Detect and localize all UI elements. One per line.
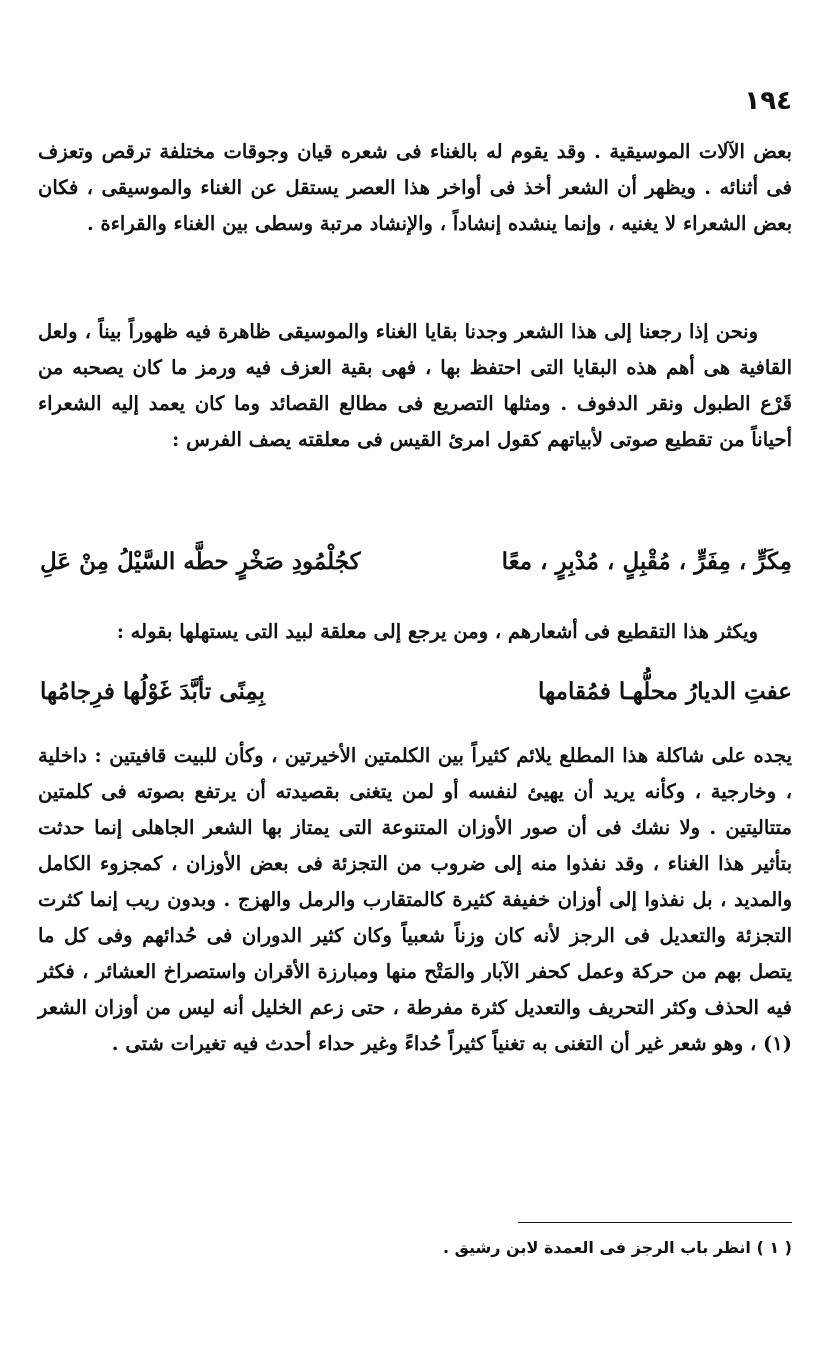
paragraph-4: يجده على شاكلة هذا المطلع يلائم كثيراً بين الكلمتين الأخيرتين ، وكأن للبيت قافيتين : داخلية ، وخارجية ، وكأنه يريد أن يهيئ لنفسه أو لمن يتغنى بقصيدته أن يرتفع بصوته فى كلمتين متتاليتين . ولا نشك فى أن صور الأوزان المتنوعة التى يمتاز بها الشعر الجاهلى إنما حدثت بتأثير هذا الغناء ، وقد نفذوا منه إلى ضروب من التجزئة فى بعض الأوزان ، كمجزوء الكامل والمديد ، بل نفذوا إلى أوزان خفيفة كثيرة كالمتقارب والرمل والهزج . وبدون ريب إنما كثرت التجزئة والتعديل فى الرجز لأنه كان وزناً شعبياً وكان كثير الدوران فى حُدائهم وفى كل ما يتصل بهم من حركة وعمل كحفر الآبار والمَتْح منها ومبارزة الأقران واستصراخ العشائر ، فكثر فيه الحذف وكثر التحريف والتعديل كثرة مفرطة ، حتى زعم الخليل أنه ليس من أوزان الشعر (١) ، وهو شعر غير أن التغنى به تغنياً كثيراً حُداءً وغير حداء أحدث فيه تغيرات شتى . (38, 744, 792, 1055)
footnote-divider (518, 1222, 792, 1223)
paragraph-1: بعض الآلات الموسيقية . وقد يقوم له بالغناء فى شعره قيان وجوقات مختلفة ترقص وتعزف فى أثنائه . ويظهر أن الشعر أخذ فى أواخر هذا العصر يستقل عن الغناء والموسيقى ، فكان بعض الشعراء لا يغنيه ، وإنما ينشده إنشاداً ، والإنشاد مرتبة وسطى بين الغناء والقراءة . (38, 140, 792, 235)
verse-1-second-hemistich: كجُلْمُودِ صَخْرٍ حطَّه السَّيْلُ مِنْ عَلِ (40, 548, 361, 575)
verse-imru-al-qais (40, 548, 792, 575)
paragraph-3: ويكثر هذا التقطيع فى أشعارهم ، ومن يرجع إلى معلقة لبيد التى يستهلها بقوله : (116, 620, 758, 643)
verse-1-first-hemistich: مِكَرٍّ ، مِفَرٍّ ، مُقْبِلٍ ، مُدْبِرٍ ، معًا (501, 548, 792, 575)
verse-2-first-hemistich: عفتِ الديارُ محلُّهـا فمُقامها (538, 678, 792, 705)
page-number: ١٩٤ (744, 86, 792, 116)
verse-labid (40, 678, 792, 705)
paragraph-2: ونحن إذا رجعنا إلى هذا الشعر وجدنا بقايا الغناء والموسيقى ظاهرة فيه ظهوراً بيناً ، ولعل القافية هى أهم هذه البقايا التى احتفظ بها ، فهى بقية العزف فيه ورمز ما كان يصحبه من قَرْع الطبول ونقر الدفوف . ومثلها التصريع فى مطالع القصائد وما كان يعمد إليه الشعراء أحياناً من تقطيع صوتى لأبياتهم كقول امرئ القيس فى معلقته يصف الفرس : (38, 320, 792, 451)
footnote: ( ١ ) انظر باب الرجز فى العمدة لابن رشيق . (442, 1238, 792, 1257)
verse-2-second-hemistich: بِمِنًى تأبَّدَ غَوْلُها فرِجامُها (40, 678, 266, 705)
